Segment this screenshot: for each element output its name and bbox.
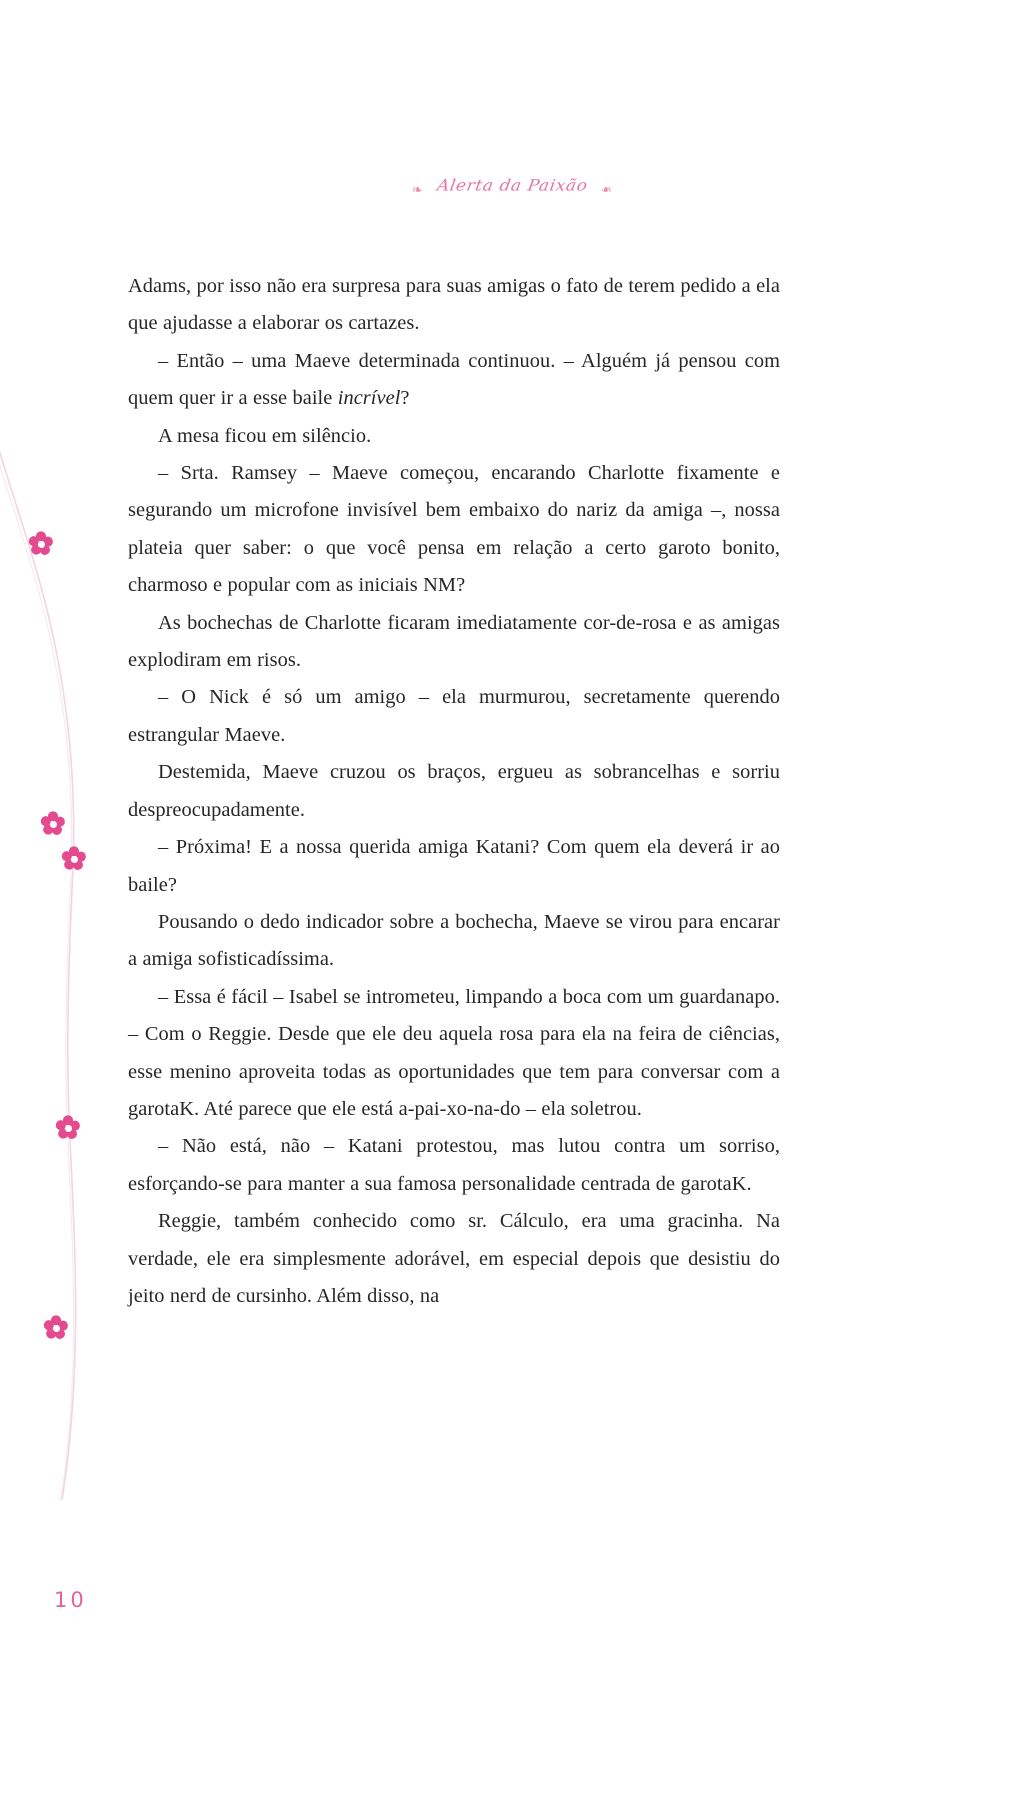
paragraph: Destemida, Maeve cruzou os braços, ergueu as sobrancelhas e sorriu despreocupadamente. bbox=[128, 761, 780, 821]
flower-ornament bbox=[57, 1117, 79, 1139]
page-number: 10 bbox=[54, 1588, 87, 1612]
flower-ornament bbox=[30, 533, 52, 555]
paragraph-text-tail: ? bbox=[400, 387, 410, 410]
paragraph-text: – Então – uma Maeve determinada continuou. – Alguém já pensou com quem quer ir a esse baile bbox=[128, 349, 780, 410]
paragraph: – Não está, não – Katani protestou, mas lutou contra um sorriso, esforçando-se para manter a sua famosa personalidade centrada de garotaK. bbox=[128, 1135, 780, 1195]
paragraph: – Srta. Ramsey – Maeve começou, encarando Charlotte fixamente e segurando um microfone invisível bem embaixo do nariz da amiga –, nossa plateia quer saber: o que você pensa em relação a certo garoto bonito, charmoso e popular com as iniciais NM? bbox=[128, 462, 780, 597]
floral-ornament-right-icon: ❧ bbox=[602, 181, 613, 197]
paragraph: – Próxima! E a nossa querida amiga Katani? Com quem ela deverá ir ao baile? bbox=[128, 836, 780, 896]
page-title: Alerta da Paixão bbox=[435, 176, 589, 196]
flower-ornament bbox=[63, 848, 85, 870]
paragraph: – Essa é fácil – Isabel se intrometeu, limpando a boca com um guardanapo. – Com o Reggie. Desde que ele deu aquela rosa para ela na feira de ciências, esse menino aproveita todas as oportunidades que tem para conversar com a garotaK. Até parece que ele está a-pai-xo-na-do – ela soletrou. bbox=[128, 985, 780, 1120]
paragraph: Adams, por isso não era surpresa para suas amigas o fato de terem pedido a ela que ajudasse a elaborar os cartazes. bbox=[128, 275, 780, 335]
margin-decoration bbox=[0, 420, 140, 1500]
paragraph: Reggie, também conhecido como sr. Cálculo, era uma gracinha. Na verdade, ele era simplesmente adorável, em especial depois que desistiu do jeito nerd de cursinho. Além disso, na bbox=[128, 1210, 780, 1307]
flower-ornament bbox=[45, 1317, 67, 1339]
paragraph: Pousando o dedo indicador sobre a bochecha, Maeve se virou para encarar a amiga sofisticadíssima. bbox=[128, 910, 780, 971]
floral-ornament-left-icon: ❧ bbox=[411, 181, 422, 197]
vine-line-icon bbox=[0, 420, 140, 1500]
paragraph bbox=[128, 343, 780, 418]
paragraph: A mesa ficou em silêncio. bbox=[158, 424, 372, 447]
flower-ornament bbox=[42, 813, 64, 835]
paragraph: – O Nick é só um amigo – ela murmurou, secretamente querendo estrangular Maeve. bbox=[128, 686, 780, 746]
running-head bbox=[0, 178, 1024, 195]
paragraph: As bochechas de Charlotte ficaram imediatamente cor-de-rosa e as amigas explodiram em risos. bbox=[128, 611, 780, 672]
body-text-column bbox=[128, 268, 780, 1315]
emphasis-text: incrível bbox=[337, 387, 401, 410]
